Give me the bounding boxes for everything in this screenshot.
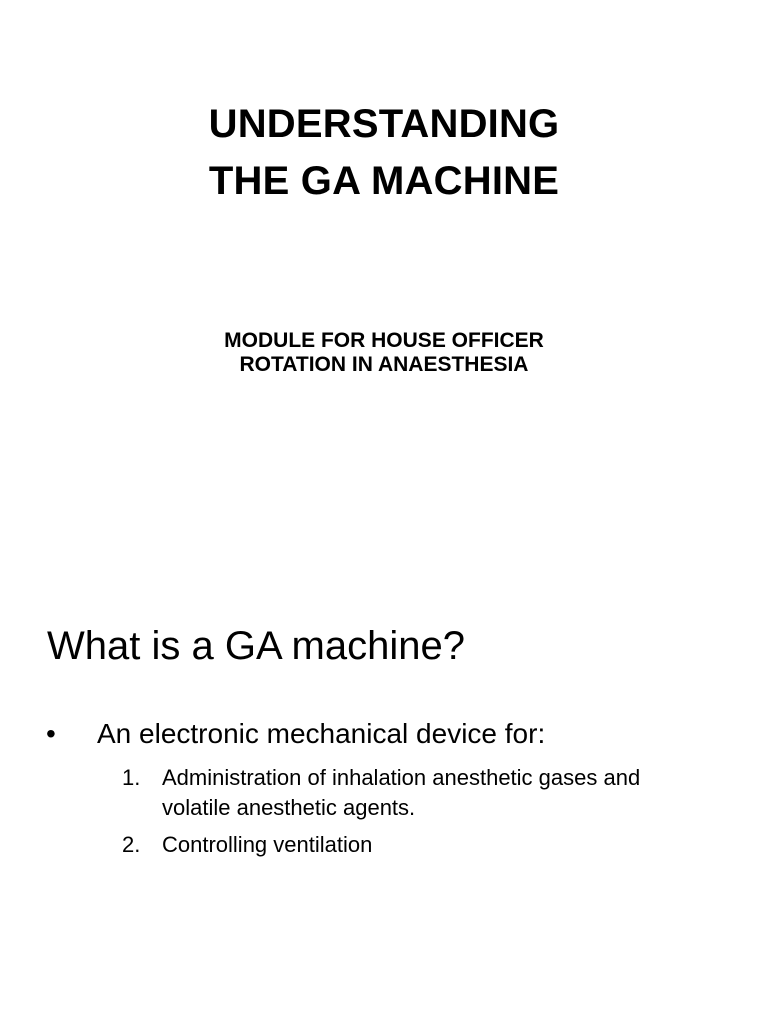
bullet-text: An electronic mechanical device for: (97, 718, 546, 749)
content-slide (0, 512, 768, 1024)
list-item-marker: 1. (122, 765, 141, 790)
slide-heading: What is a GA machine? (47, 624, 465, 668)
list-item-marker: 2. (122, 832, 141, 857)
slide-subtitle-line-1: MODULE FOR HOUSE OFFICER (224, 329, 544, 352)
slide-title-line-2: THE GA MACHINE (208, 159, 560, 203)
bullet-marker: • (46, 718, 56, 749)
slide-title-line-1: UNDERSTANDING (208, 102, 560, 146)
slide-subtitle-line-2: ROTATION IN ANAESTHESIA (239, 353, 529, 376)
list-item-text: Controlling ventilation (162, 832, 373, 857)
list-item-text-line-2: volatile anesthetic agents. (162, 795, 416, 820)
list-item-text-line-1: Administration of inhalation anesthetic gases and (162, 765, 641, 790)
